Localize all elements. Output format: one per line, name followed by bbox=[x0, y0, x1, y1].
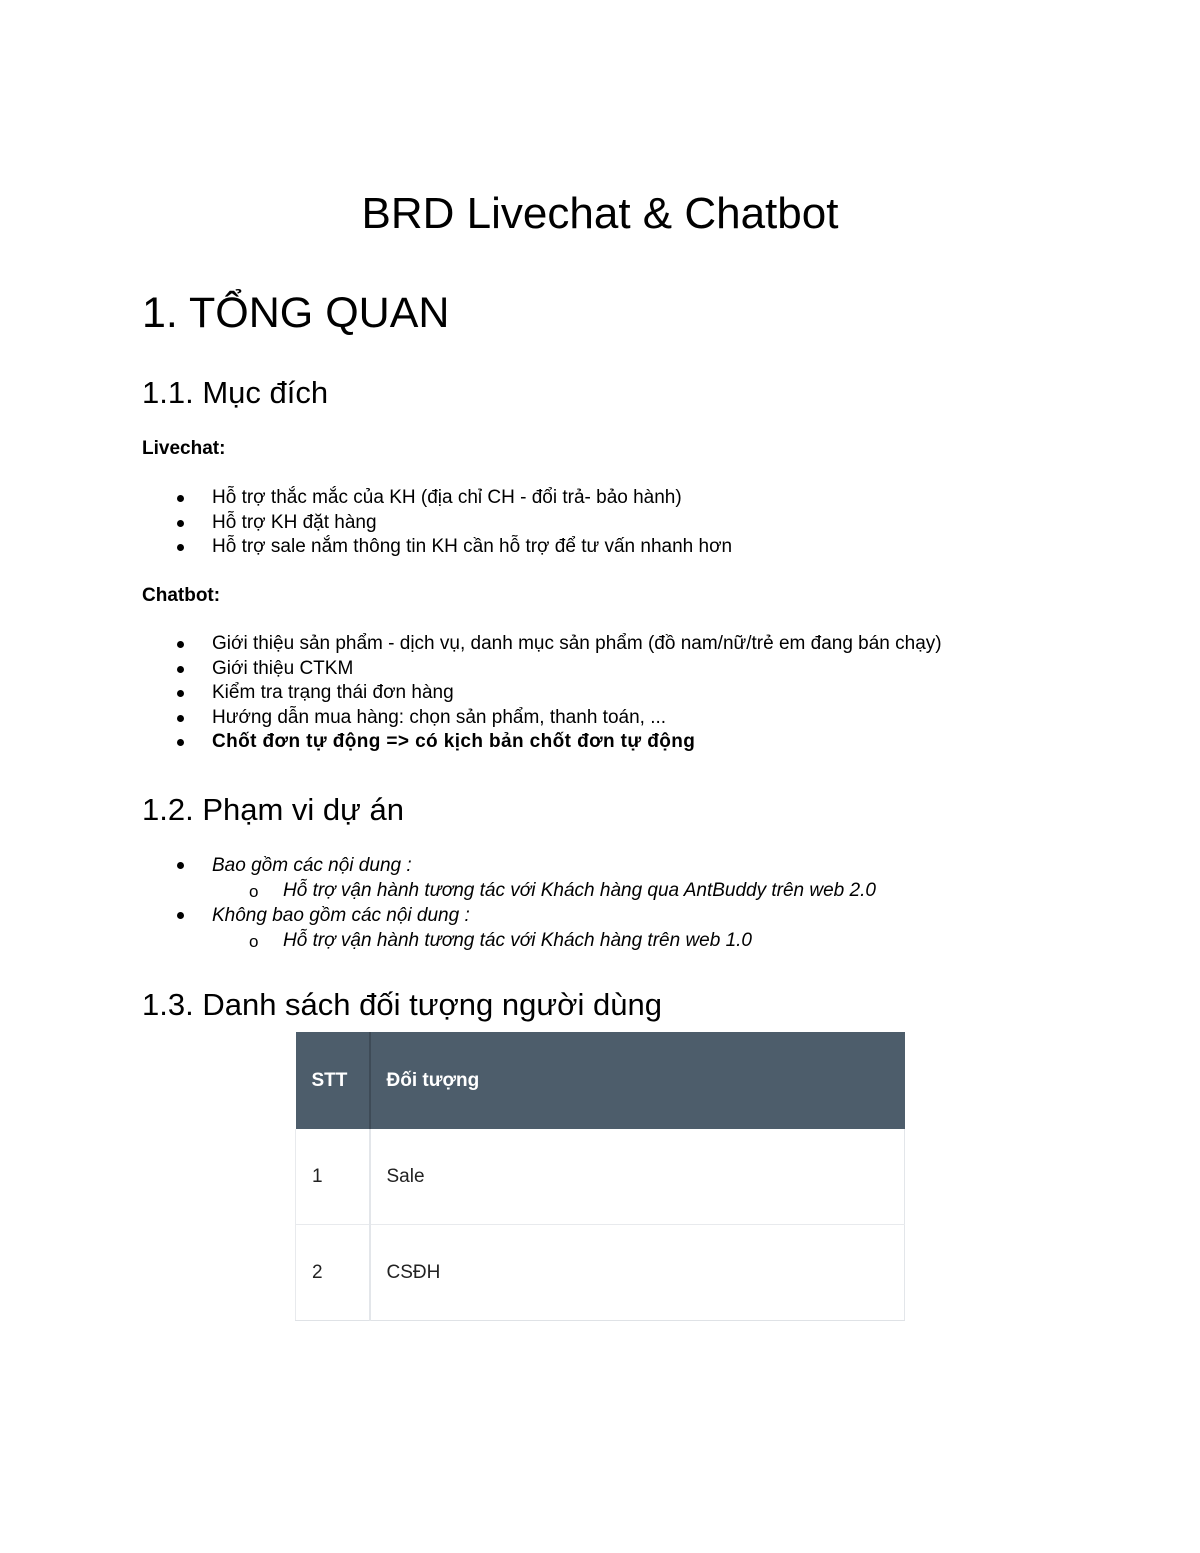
scope-list bbox=[142, 853, 876, 953]
table-header-row bbox=[296, 1032, 905, 1129]
subsection-heading-doi-tuong: 1.3. Danh sách đối tượng người dùng bbox=[142, 987, 662, 1022]
table-row bbox=[296, 1129, 905, 1225]
table-header-stt: STT bbox=[296, 1032, 370, 1129]
scope-excluded-item: o Hỗ trợ vận hành tương tác với Khách hàng trên web 1.0 bbox=[142, 928, 876, 953]
table-header-doi-tuong: Đối tượng bbox=[370, 1032, 905, 1129]
section-heading-tong-quan: 1. TỔNG QUAN bbox=[142, 289, 450, 337]
scope-included-item: o Hỗ trợ vận hành tương tác với Khách hàng qua AntBuddy trên web 2.0 bbox=[142, 878, 876, 903]
document-title: BRD Livechat & Chatbot bbox=[361, 189, 839, 238]
table-cell-doi-tuong: Sale bbox=[370, 1129, 905, 1225]
list-item: Giới thiệu sản phẩm - dịch vụ, danh mục sản phẩm (đồ nam/nữ/trẻ em đang bán chạy) bbox=[142, 632, 942, 657]
chatbot-list bbox=[142, 632, 942, 755]
scope-excluded-label: Không bao gồm các nội dung : bbox=[142, 903, 876, 928]
list-item: Hỗ trợ sale nắm thông tin KH cần hỗ trợ để tư vấn nhanh hơn bbox=[142, 535, 732, 560]
chatbot-label: Chatbot: bbox=[142, 585, 221, 606]
table-cell-stt: 2 bbox=[296, 1225, 370, 1321]
list-item: Chốt đơn tự động => có kịch bản chốt đơn tự động bbox=[142, 730, 942, 755]
subsection-heading-pham-vi: 1.2. Phạm vi dự án bbox=[142, 792, 405, 827]
table-cell-doi-tuong: CSĐH bbox=[370, 1225, 905, 1321]
scope-included-label: Bao gồm các nội dung : bbox=[142, 853, 876, 878]
livechat-label: Livechat: bbox=[142, 438, 226, 459]
subsection-heading-muc-dich: 1.1. Mục đích bbox=[142, 375, 329, 410]
list-item: Hướng dẫn mua hàng: chọn sản phẩm, thanh toán, ... bbox=[142, 706, 942, 731]
users-table bbox=[295, 1032, 905, 1321]
list-item: Kiểm tra trạng thái đơn hàng bbox=[142, 681, 942, 706]
list-item: Giới thiệu CTKM bbox=[142, 657, 942, 682]
table-cell-stt: 1 bbox=[296, 1129, 370, 1225]
list-item: Hỗ trợ thắc mắc của KH (địa chỉ CH - đổi trả- bảo hành) bbox=[142, 486, 732, 511]
table-row bbox=[296, 1225, 905, 1321]
list-item: Hỗ trợ KH đặt hàng bbox=[142, 511, 732, 536]
livechat-list bbox=[142, 486, 732, 560]
